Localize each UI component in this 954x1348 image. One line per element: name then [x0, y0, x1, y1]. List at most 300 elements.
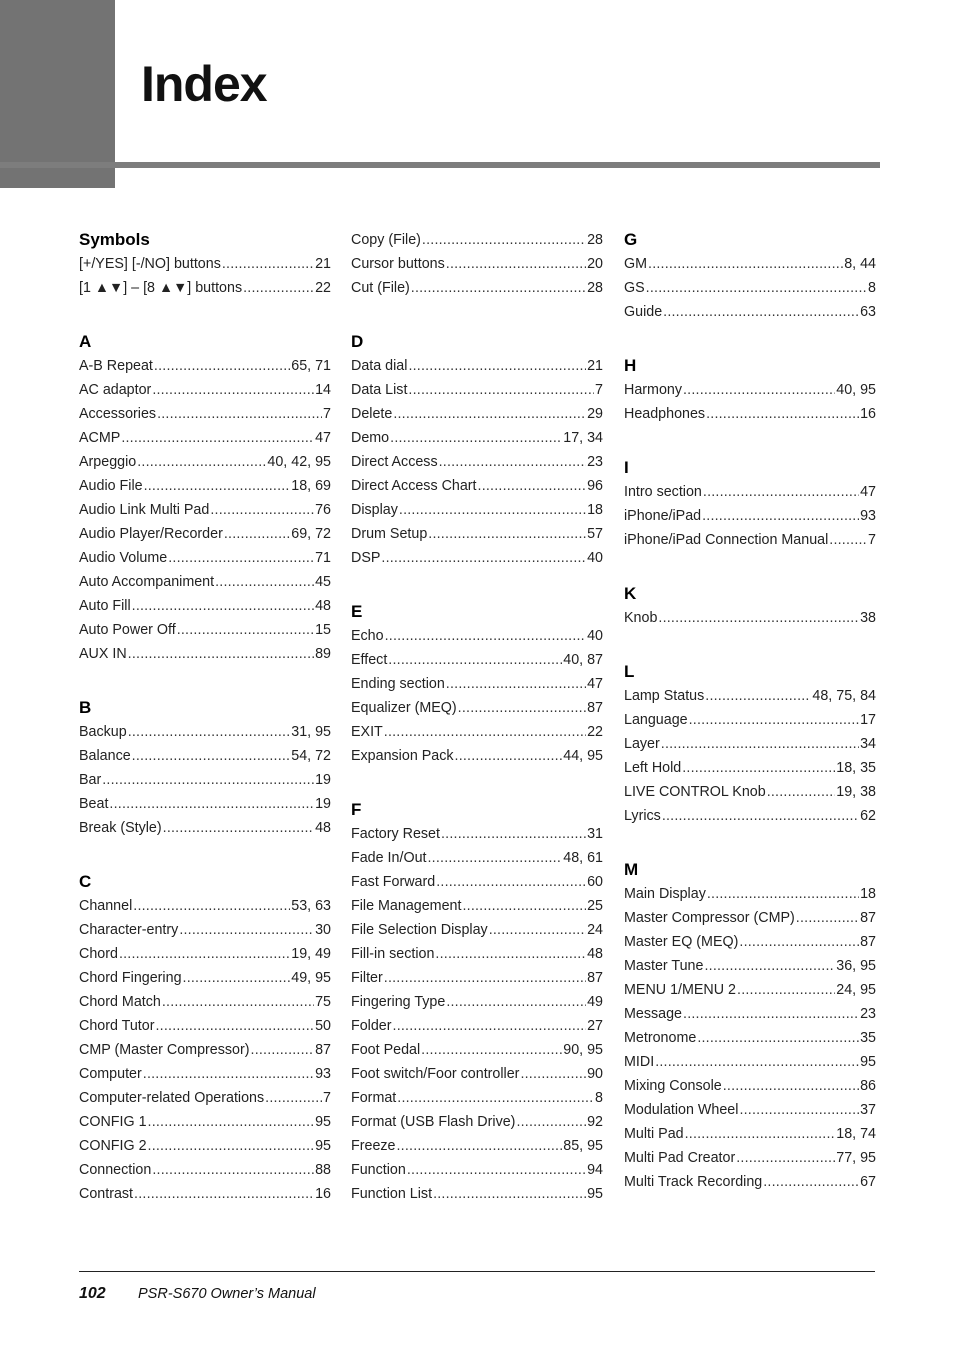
dot-leader — [658, 606, 859, 630]
dot-leader — [183, 966, 291, 990]
page-reference: 16 — [315, 1186, 331, 1202]
page-reference: 7 — [868, 532, 876, 548]
index-term: Computer — [79, 1066, 142, 1082]
index-entry — [351, 720, 603, 744]
page-reference: 7 — [323, 406, 331, 422]
index-entry — [351, 1014, 603, 1038]
page-reference: 47 — [860, 484, 876, 500]
index-entry — [351, 474, 603, 498]
index-entry — [624, 906, 876, 930]
index-term: Language — [624, 712, 688, 728]
index-term: Character-entry — [79, 922, 179, 938]
index-term: Bar — [79, 772, 102, 788]
index-entry — [79, 252, 331, 276]
dot-leader — [265, 1086, 322, 1110]
dot-leader — [251, 1038, 315, 1062]
index-entry — [351, 966, 603, 990]
index-term: MIDI — [624, 1054, 655, 1070]
index-entry — [624, 1026, 876, 1050]
index-term: Auto Accompaniment — [79, 574, 215, 590]
index-entry — [79, 354, 331, 378]
page-reference: 95 — [315, 1114, 331, 1130]
dot-leader — [646, 276, 867, 300]
index-entry — [351, 672, 603, 696]
index-entry — [624, 930, 876, 954]
index-column-2 — [351, 228, 603, 1206]
index-term: [+/YES] [-/NO] buttons — [79, 256, 221, 272]
index-term: Expansion Pack — [351, 748, 454, 764]
dot-leader — [215, 570, 314, 594]
page-reference: 40, 95 — [836, 382, 876, 398]
dot-leader — [411, 276, 586, 300]
dot-leader — [397, 1086, 594, 1110]
index-term: Fingering Type — [351, 994, 446, 1010]
index-term: Guide — [624, 304, 663, 320]
dot-leader — [702, 504, 859, 528]
index-entry — [351, 378, 603, 402]
dot-leader — [390, 426, 562, 450]
index-section — [624, 582, 876, 630]
page-reference: 90 — [587, 1066, 603, 1082]
index-term: AUX IN — [79, 646, 127, 662]
section-letter-heading: E — [351, 602, 363, 621]
index-entry — [351, 648, 603, 672]
footer-rule — [79, 1271, 875, 1272]
index-term: Auto Fill — [79, 598, 131, 614]
dot-leader — [152, 378, 314, 402]
index-entry — [624, 780, 876, 804]
index-entry — [79, 768, 331, 792]
page-reference: 47 — [315, 430, 331, 446]
dot-leader — [767, 780, 836, 804]
page-reference: 20 — [587, 256, 603, 272]
dot-leader — [706, 402, 859, 426]
index-entry — [79, 546, 331, 570]
dot-leader — [163, 816, 314, 840]
index-entry — [79, 618, 331, 642]
index-term: Ending section — [351, 676, 445, 692]
index-section — [624, 354, 876, 426]
index-term: iPhone/iPad Connection Manual — [624, 532, 829, 548]
index-entry — [624, 300, 876, 324]
page-reference: 21 — [587, 358, 603, 374]
index-entry — [624, 1002, 876, 1026]
page-reference: 24, 95 — [836, 982, 876, 998]
page-reference: 22 — [587, 724, 603, 740]
index-term: Copy (File) — [351, 232, 421, 248]
index-entry — [79, 642, 331, 666]
index-entry — [624, 276, 876, 300]
index-term: File Selection Display — [351, 922, 488, 938]
index-term: Audio Player/Recorder — [79, 526, 223, 542]
dot-leader — [736, 1146, 835, 1170]
dot-leader — [210, 498, 314, 522]
index-term: [1 ▲▼] – [8 ▲▼] buttons — [79, 280, 243, 296]
page-reference: 7 — [595, 382, 603, 398]
dot-leader — [428, 522, 586, 546]
index-entry — [351, 402, 603, 426]
dot-leader — [128, 720, 291, 744]
index-term: Display — [351, 502, 398, 518]
page-reference: 47 — [587, 676, 603, 692]
page-reference: 8 — [868, 280, 876, 296]
index-entry — [351, 942, 603, 966]
dot-leader — [179, 918, 314, 942]
page-reference: 63 — [860, 304, 876, 320]
dot-leader — [422, 228, 586, 252]
index-entry — [79, 570, 331, 594]
dot-leader — [157, 402, 322, 426]
index-entry — [351, 498, 603, 522]
index-term: Harmony — [624, 382, 682, 398]
section-letter-heading: D — [351, 332, 364, 351]
index-section — [351, 228, 603, 300]
dot-leader — [388, 648, 562, 672]
page-reference: 86 — [860, 1078, 876, 1094]
page-reference: 48, 75, 84 — [812, 688, 876, 704]
dot-leader — [177, 618, 314, 642]
index-term: Lamp Status — [624, 688, 705, 704]
dot-leader — [478, 474, 587, 498]
index-entry — [351, 1038, 603, 1062]
section-letter-heading: I — [624, 458, 629, 477]
section-letter-heading: L — [624, 662, 635, 681]
index-term: Master Tune — [624, 958, 704, 974]
index-term: Main Display — [624, 886, 706, 902]
dot-leader — [132, 744, 291, 768]
index-entry — [624, 732, 876, 756]
index-term: Auto Power Off — [79, 622, 176, 638]
index-entry — [79, 1134, 331, 1158]
page-reference: 15 — [315, 622, 331, 638]
dot-leader — [144, 474, 291, 498]
dot-leader — [168, 546, 314, 570]
index-term: File Management — [351, 898, 462, 914]
index-term: Intro section — [624, 484, 702, 500]
dot-leader — [455, 744, 563, 768]
dot-leader — [385, 624, 587, 648]
index-term: Format (USB Flash Drive) — [351, 1114, 516, 1130]
index-entry — [351, 1158, 603, 1182]
index-entry — [79, 450, 331, 474]
index-term: Equalizer (MEQ) — [351, 700, 457, 716]
index-term: Balance — [79, 748, 131, 764]
dot-leader — [662, 804, 859, 828]
index-term: Layer — [624, 736, 660, 752]
page-reference: 88 — [315, 1162, 331, 1178]
index-entry — [79, 426, 331, 450]
index-entry — [79, 720, 331, 744]
page-reference: 28 — [587, 232, 603, 248]
page-reference: 54, 72 — [291, 748, 331, 764]
page-reference: 19, 38 — [836, 784, 876, 800]
dot-leader — [137, 450, 266, 474]
dot-leader — [763, 1170, 859, 1194]
page-reference: 71 — [315, 550, 331, 566]
page-reference: 76 — [315, 502, 331, 518]
dot-leader — [739, 1098, 859, 1122]
index-entry — [79, 594, 331, 618]
dot-leader — [148, 1134, 315, 1158]
page-reference: 8, 44 — [844, 256, 876, 272]
page-reference: 35 — [860, 1030, 876, 1046]
page-reference: 21 — [315, 256, 331, 272]
index-entry — [79, 990, 331, 1014]
index-term: Fast Forward — [351, 874, 436, 890]
page-reference: 60 — [587, 874, 603, 890]
dot-leader — [428, 846, 563, 870]
index-entry — [79, 522, 331, 546]
index-entry — [351, 450, 603, 474]
index-term: EXIT — [351, 724, 383, 740]
page-reference: 48 — [315, 598, 331, 614]
index-entry — [351, 744, 603, 768]
page-reference: 19, 49 — [291, 946, 331, 962]
index-term: Audio File — [79, 478, 143, 494]
index-section — [624, 228, 876, 324]
index-term: Function List — [351, 1186, 433, 1202]
dot-leader — [648, 252, 843, 276]
index-term: Mixing Console — [624, 1078, 722, 1094]
page-reference: 49, 95 — [291, 970, 331, 986]
index-term: ACMP — [79, 430, 121, 446]
page-reference: 8 — [595, 1090, 603, 1106]
page-reference: 18, 69 — [291, 478, 331, 494]
index-entry — [624, 480, 876, 504]
page-reference: 77, 95 — [836, 1150, 876, 1166]
dot-leader — [462, 894, 586, 918]
index-entry — [79, 942, 331, 966]
dot-leader — [796, 906, 859, 930]
chapter-tab-block — [0, 0, 115, 188]
index-term: Echo — [351, 628, 384, 644]
dot-leader — [407, 1158, 586, 1182]
section-letter-heading: K — [624, 584, 637, 603]
index-entry — [624, 756, 876, 780]
page-reference: 34 — [860, 736, 876, 752]
index-term: Headphones — [624, 406, 706, 422]
page-reference: 40 — [587, 550, 603, 566]
index-column-3 — [624, 228, 876, 1194]
dot-leader — [397, 1134, 563, 1158]
index-term: Fill-in section — [351, 946, 435, 962]
page-reference: 36, 95 — [836, 958, 876, 974]
dot-leader — [384, 966, 586, 990]
page-reference: 48, 61 — [563, 850, 603, 866]
page-reference: 93 — [860, 508, 876, 524]
dot-leader — [162, 990, 314, 1014]
index-section — [624, 456, 876, 552]
index-entry — [79, 1014, 331, 1038]
dot-leader — [133, 894, 290, 918]
index-entry — [351, 228, 603, 252]
section-letter-heading: F — [351, 800, 362, 819]
page-reference: 85, 95 — [563, 1138, 603, 1154]
index-term: Knob — [624, 610, 658, 626]
dot-leader — [682, 756, 835, 780]
index-term: Filter — [351, 970, 383, 986]
dot-leader — [224, 522, 290, 546]
index-term: Format — [351, 1090, 397, 1106]
index-entry — [624, 1122, 876, 1146]
index-section — [79, 870, 331, 1206]
index-term: Backup — [79, 724, 127, 740]
dot-leader — [222, 252, 314, 276]
index-term: Delete — [351, 406, 393, 422]
dot-leader — [489, 918, 586, 942]
index-term: Multi Track Recording — [624, 1174, 763, 1190]
dot-leader — [399, 498, 586, 522]
index-term: iPhone/iPad — [624, 508, 702, 524]
dot-leader — [683, 378, 835, 402]
index-term: Master Compressor (CMP) — [624, 910, 795, 926]
index-section — [351, 330, 603, 570]
index-entry — [79, 378, 331, 402]
page-reference: 87 — [860, 934, 876, 950]
dot-leader — [723, 1074, 859, 1098]
index-term: Arpeggio — [79, 454, 137, 470]
index-term: Data List — [351, 382, 408, 398]
index-entry — [624, 606, 876, 630]
dot-leader — [132, 594, 314, 618]
dot-leader — [102, 768, 314, 792]
dot-leader — [446, 990, 586, 1014]
section-letter-heading: M — [624, 860, 639, 879]
index-term: Beat — [79, 796, 109, 812]
dot-leader — [705, 684, 811, 708]
index-entry — [351, 990, 603, 1014]
page-reference: 89 — [315, 646, 331, 662]
page-reference: 24 — [587, 922, 603, 938]
index-entry — [351, 624, 603, 648]
index-term: Folder — [351, 1018, 392, 1034]
index-section — [351, 798, 603, 1206]
index-entry — [79, 792, 331, 816]
dot-leader — [516, 1110, 586, 1134]
dot-leader — [697, 1026, 859, 1050]
index-column-1 — [79, 228, 331, 1206]
page-reference: 50 — [315, 1018, 331, 1034]
page-reference: 18, 74 — [836, 1126, 876, 1142]
index-term: Break (Style) — [79, 820, 162, 836]
page-reference: 40 — [587, 628, 603, 644]
index-entry — [351, 1182, 603, 1206]
index-term: Freeze — [351, 1138, 396, 1154]
index-term: Chord Fingering — [79, 970, 182, 986]
page-reference: 18 — [860, 886, 876, 902]
index-term: Connection — [79, 1162, 152, 1178]
page-reference: 57 — [587, 526, 603, 542]
index-term: CMP (Master Compressor) — [79, 1042, 250, 1058]
page-reference: 40, 87 — [563, 652, 603, 668]
page-reference: 87 — [587, 700, 603, 716]
index-entry — [624, 708, 876, 732]
index-entry — [624, 1074, 876, 1098]
index-section — [79, 228, 331, 300]
index-entry — [79, 402, 331, 426]
index-term: Foot switch/Foor controller — [351, 1066, 520, 1082]
dot-leader — [381, 546, 586, 570]
index-term: Direct Access — [351, 454, 438, 470]
index-entry — [351, 546, 603, 570]
dot-leader — [384, 720, 586, 744]
dot-leader — [520, 1062, 586, 1086]
index-term: Accessories — [79, 406, 157, 422]
index-entry — [624, 1170, 876, 1194]
page-reference: 62 — [860, 808, 876, 824]
dot-leader — [441, 822, 586, 846]
dot-leader — [446, 252, 586, 276]
page-reference: 92 — [587, 1114, 603, 1130]
index-term: DSP — [351, 550, 381, 566]
page-reference: 49 — [587, 994, 603, 1010]
page-reference: 25 — [587, 898, 603, 914]
dot-leader — [435, 942, 586, 966]
index-term: CONFIG 1 — [79, 1114, 147, 1130]
index-term: Cut (File) — [351, 280, 410, 296]
page-reference: 69, 72 — [291, 526, 331, 542]
title-rule — [0, 162, 880, 168]
index-section — [79, 330, 331, 666]
dot-leader — [243, 276, 314, 300]
section-letter-heading: G — [624, 230, 638, 249]
section-letter-heading: H — [624, 356, 637, 375]
index-entry — [351, 426, 603, 450]
dot-leader — [683, 1002, 859, 1026]
dot-leader — [408, 378, 594, 402]
index-term: Cursor buttons — [351, 256, 445, 272]
page-reference: 95 — [315, 1138, 331, 1154]
page-reference: 87 — [315, 1042, 331, 1058]
index-entry — [624, 378, 876, 402]
dot-leader — [154, 354, 290, 378]
page-reference: 31, 95 — [291, 724, 331, 740]
index-term: Data dial — [351, 358, 408, 374]
page-title: Index — [141, 56, 267, 112]
index-term: GM — [624, 256, 648, 272]
dot-leader — [109, 792, 314, 816]
index-entry — [351, 846, 603, 870]
page-reference: 23 — [860, 1006, 876, 1022]
index-entry — [79, 744, 331, 768]
index-term: Effect — [351, 652, 388, 668]
page-reference: 17 — [860, 712, 876, 728]
index-entry — [79, 1110, 331, 1134]
dot-leader — [393, 1014, 587, 1038]
page-reference: 96 — [587, 478, 603, 494]
index-entry — [351, 1086, 603, 1110]
page-reference: 22 — [315, 280, 331, 296]
dot-leader — [446, 672, 586, 696]
index-term: Chord — [79, 946, 118, 962]
dot-leader — [737, 978, 835, 1002]
section-letter-heading: Symbols — [79, 230, 150, 249]
index-term: Demo — [351, 430, 390, 446]
page-reference: 87 — [860, 910, 876, 926]
index-entry — [624, 1146, 876, 1170]
index-term: Function — [351, 1162, 406, 1178]
index-entry — [624, 978, 876, 1002]
index-term: A-B Repeat — [79, 358, 153, 374]
index-entry — [79, 1062, 331, 1086]
index-section — [351, 600, 603, 768]
index-entry — [351, 894, 603, 918]
page-reference: 94 — [587, 1162, 603, 1178]
page-reference: 14 — [315, 382, 331, 398]
index-term: Lyrics — [624, 808, 661, 824]
dot-leader — [685, 1122, 836, 1146]
dot-leader — [704, 954, 835, 978]
